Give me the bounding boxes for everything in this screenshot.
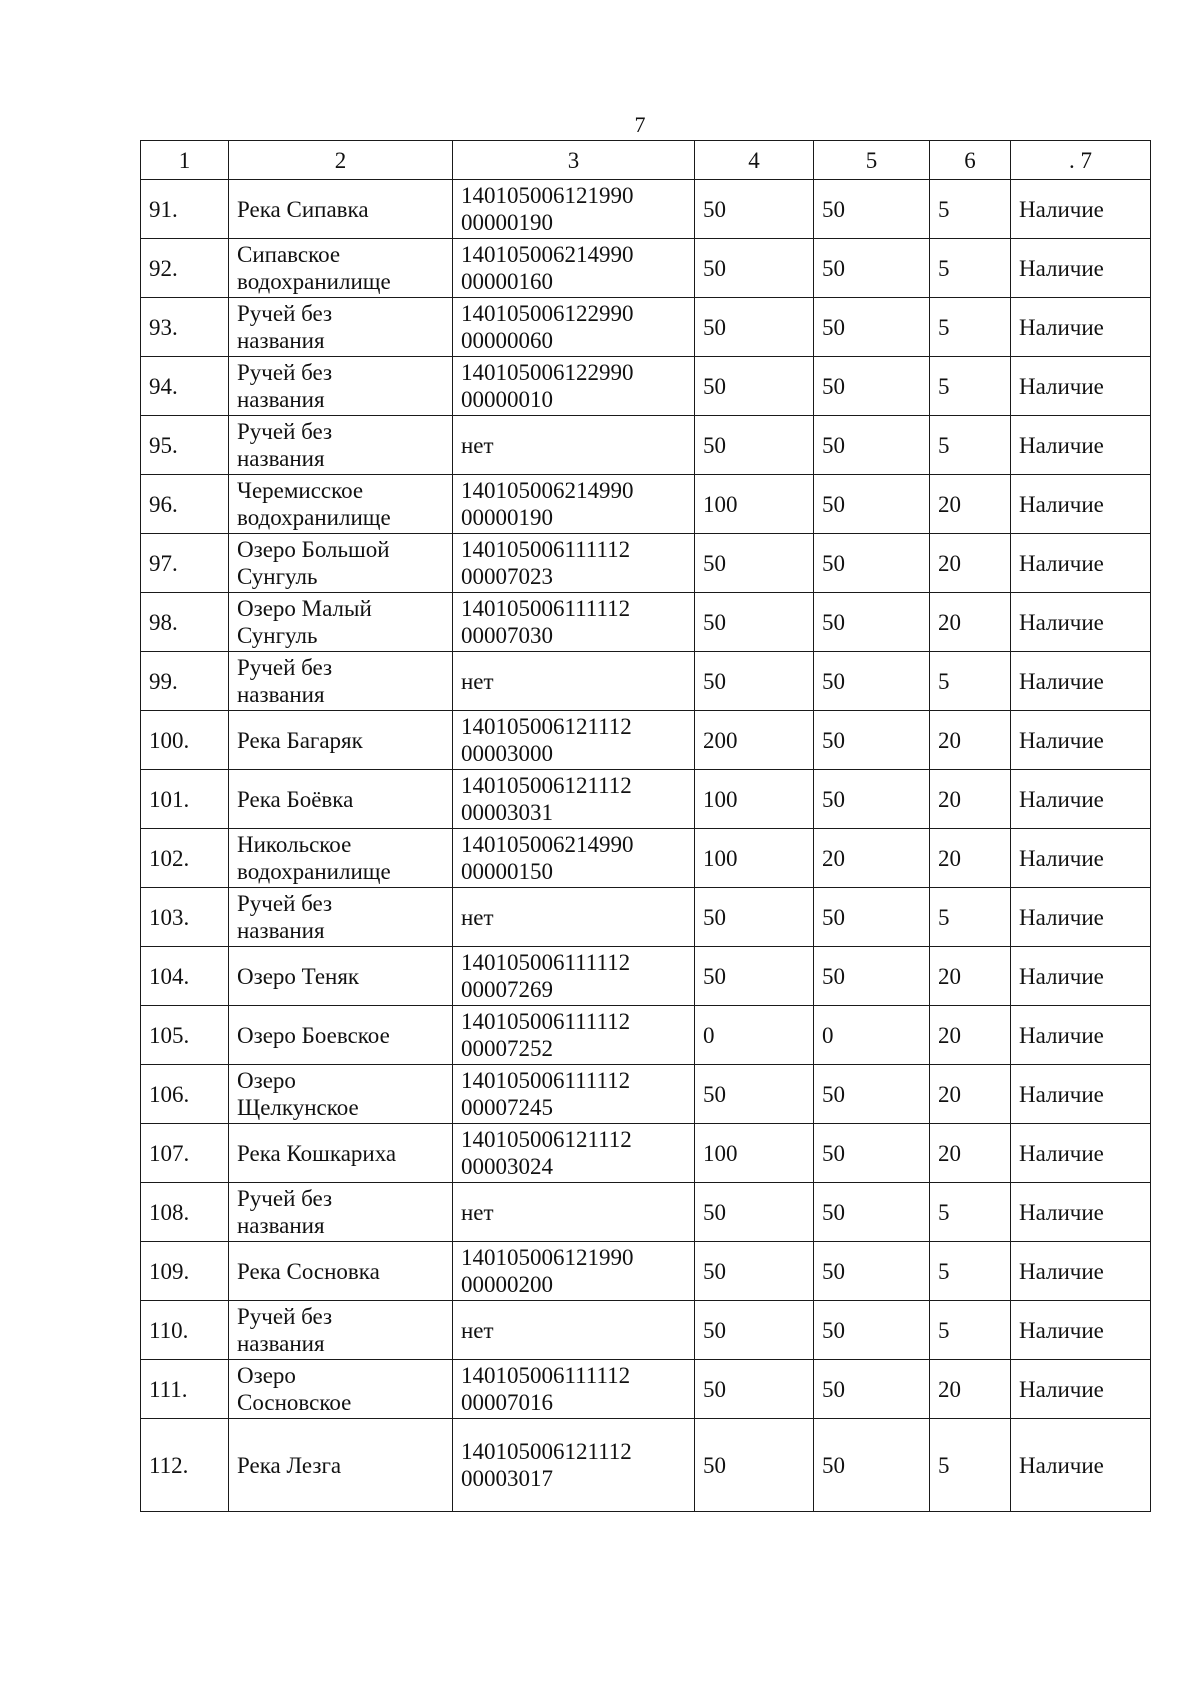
column-6-value-cell: 20: [930, 1360, 1011, 1419]
column-5-value-cell: 20: [814, 829, 930, 888]
water-body-name-cell: Река Сипавка: [229, 180, 453, 239]
row-number-cell: 93.: [141, 298, 229, 357]
row-number-cell: 94.: [141, 357, 229, 416]
column-5-value-cell: 50: [814, 1124, 930, 1183]
water-body-name-cell: Ручей без названия: [229, 888, 453, 947]
row-number-cell: 97.: [141, 534, 229, 593]
water-bodies-table: [140, 140, 1151, 1512]
table-row: [141, 239, 1151, 298]
table-row: [141, 475, 1151, 534]
row-number-cell: 104.: [141, 947, 229, 1006]
row-number-cell: 102.: [141, 829, 229, 888]
registry-code-cell: 140105006111112 00007252: [453, 1006, 695, 1065]
water-body-name-cell: Озеро Сосновское: [229, 1360, 453, 1419]
water-body-name-cell: Ручей без названия: [229, 652, 453, 711]
registry-code-cell: 140105006121112 00003024: [453, 1124, 695, 1183]
table-row: [141, 180, 1151, 239]
table-row: [141, 770, 1151, 829]
status-cell: Наличие: [1011, 239, 1151, 298]
column-header: 1: [141, 141, 229, 180]
column-5-value-cell: 50: [814, 1183, 930, 1242]
row-number-cell: 103.: [141, 888, 229, 947]
column-header: 4: [695, 141, 814, 180]
water-body-name-cell: Сипавское водохранилище: [229, 239, 453, 298]
status-cell: Наличие: [1011, 1419, 1151, 1512]
table-row: [141, 1006, 1151, 1065]
status-cell: Наличие: [1011, 357, 1151, 416]
registry-code-cell: нет: [453, 416, 695, 475]
water-body-name-cell: Река Боёвка: [229, 770, 453, 829]
water-body-name-cell: Река Кошкариха: [229, 1124, 453, 1183]
column-5-value-cell: 50: [814, 534, 930, 593]
column-4-value-cell: 50: [695, 1242, 814, 1301]
column-5-value-cell: 50: [814, 888, 930, 947]
water-body-name-cell: Озеро Теняк: [229, 947, 453, 1006]
column-header: 3: [453, 141, 695, 180]
column-6-value-cell: 5: [930, 652, 1011, 711]
column-5-value-cell: 50: [814, 1419, 930, 1512]
row-number-cell: 108.: [141, 1183, 229, 1242]
column-4-value-cell: 100: [695, 475, 814, 534]
water-body-name-cell: Ручей без названия: [229, 357, 453, 416]
registry-code-cell: 140105006122990 00000060: [453, 298, 695, 357]
column-5-value-cell: 50: [814, 593, 930, 652]
column-6-value-cell: 5: [930, 1183, 1011, 1242]
row-number-cell: 109.: [141, 1242, 229, 1301]
status-cell: Наличие: [1011, 1065, 1151, 1124]
table-row: [141, 1124, 1151, 1183]
column-4-value-cell: 100: [695, 1124, 814, 1183]
status-cell: Наличие: [1011, 1242, 1151, 1301]
registry-code-cell: нет: [453, 652, 695, 711]
column-6-value-cell: 20: [930, 711, 1011, 770]
water-body-name-cell: Река Сосновка: [229, 1242, 453, 1301]
status-cell: Наличие: [1011, 888, 1151, 947]
table-row: [141, 357, 1151, 416]
table-row: [141, 1242, 1151, 1301]
water-body-name-cell: Ручей без названия: [229, 298, 453, 357]
column-6-value-cell: 5: [930, 180, 1011, 239]
water-body-name-cell: Никольское водохранилище: [229, 829, 453, 888]
column-4-value-cell: 50: [695, 1360, 814, 1419]
column-header: 2: [229, 141, 453, 180]
row-number-cell: 96.: [141, 475, 229, 534]
row-number-cell: 110.: [141, 1301, 229, 1360]
row-number-cell: 99.: [141, 652, 229, 711]
column-6-value-cell: 5: [930, 1419, 1011, 1512]
registry-code-cell: 140105006121990 00000190: [453, 180, 695, 239]
water-body-name-cell: Озеро Малый Сунгуль: [229, 593, 453, 652]
column-5-value-cell: 50: [814, 1301, 930, 1360]
table-row: [141, 711, 1151, 770]
row-number-cell: 107.: [141, 1124, 229, 1183]
water-body-name-cell: Ручей без названия: [229, 416, 453, 475]
status-cell: Наличие: [1011, 534, 1151, 593]
column-6-value-cell: 5: [930, 239, 1011, 298]
row-number-cell: 98.: [141, 593, 229, 652]
column-5-value-cell: 50: [814, 652, 930, 711]
column-5-value-cell: 50: [814, 357, 930, 416]
column-header: 5: [814, 141, 930, 180]
column-6-value-cell: 20: [930, 1065, 1011, 1124]
water-body-name-cell: Река Багаряк: [229, 711, 453, 770]
row-number-cell: 111.: [141, 1360, 229, 1419]
water-body-name-cell: Озеро Боевское: [229, 1006, 453, 1065]
column-6-value-cell: 20: [930, 829, 1011, 888]
row-number-cell: 112.: [141, 1419, 229, 1512]
column-4-value-cell: 50: [695, 239, 814, 298]
column-4-value-cell: 50: [695, 1419, 814, 1512]
column-6-value-cell: 20: [930, 947, 1011, 1006]
table-row: [141, 534, 1151, 593]
row-number-cell: 100.: [141, 711, 229, 770]
row-number-cell: 106.: [141, 1065, 229, 1124]
column-4-value-cell: 50: [695, 416, 814, 475]
column-header: 6: [930, 141, 1011, 180]
status-cell: Наличие: [1011, 416, 1151, 475]
status-cell: Наличие: [1011, 1006, 1151, 1065]
registry-code-cell: 140105006214990 00000160: [453, 239, 695, 298]
water-body-name-cell: Ручей без названия: [229, 1301, 453, 1360]
column-6-value-cell: 20: [930, 770, 1011, 829]
column-4-value-cell: 100: [695, 829, 814, 888]
registry-code-cell: 140105006111112 00007245: [453, 1065, 695, 1124]
column-5-value-cell: 50: [814, 770, 930, 829]
status-cell: Наличие: [1011, 770, 1151, 829]
column-4-value-cell: 50: [695, 298, 814, 357]
table-row: [141, 1183, 1151, 1242]
column-4-value-cell: 50: [695, 947, 814, 1006]
table-row: [141, 1301, 1151, 1360]
column-4-value-cell: 50: [695, 1183, 814, 1242]
status-cell: Наличие: [1011, 947, 1151, 1006]
status-cell: Наличие: [1011, 593, 1151, 652]
table-header-row: [141, 141, 1151, 180]
water-body-name-cell: Озеро Щелкунское: [229, 1065, 453, 1124]
column-4-value-cell: 50: [695, 357, 814, 416]
registry-code-cell: 140105006121112 00003031: [453, 770, 695, 829]
status-cell: Наличие: [1011, 298, 1151, 357]
row-number-cell: 92.: [141, 239, 229, 298]
table-row: [141, 947, 1151, 1006]
table-row: [141, 652, 1151, 711]
column-4-value-cell: 50: [695, 593, 814, 652]
column-5-value-cell: 0: [814, 1006, 930, 1065]
column-6-value-cell: 5: [930, 1242, 1011, 1301]
status-cell: Наличие: [1011, 1124, 1151, 1183]
row-number-cell: 105.: [141, 1006, 229, 1065]
water-body-name-cell: Черемисское водохранилище: [229, 475, 453, 534]
registry-code-cell: 140105006121990 00000200: [453, 1242, 695, 1301]
column-6-value-cell: 5: [930, 298, 1011, 357]
registry-code-cell: 140105006214990 00000190: [453, 475, 695, 534]
status-cell: Наличие: [1011, 180, 1151, 239]
status-cell: Наличие: [1011, 711, 1151, 770]
table-row: [141, 416, 1151, 475]
row-number-cell: 91.: [141, 180, 229, 239]
column-5-value-cell: 50: [814, 711, 930, 770]
registry-code-cell: нет: [453, 888, 695, 947]
column-6-value-cell: 20: [930, 534, 1011, 593]
column-5-value-cell: 50: [814, 947, 930, 1006]
status-cell: Наличие: [1011, 1301, 1151, 1360]
table-row: [141, 829, 1151, 888]
column-5-value-cell: 50: [814, 239, 930, 298]
column-4-value-cell: 100: [695, 770, 814, 829]
status-cell: Наличие: [1011, 475, 1151, 534]
water-body-name-cell: Ручей без названия: [229, 1183, 453, 1242]
status-cell: Наличие: [1011, 652, 1151, 711]
table-row: [141, 1360, 1151, 1419]
column-4-value-cell: 50: [695, 888, 814, 947]
registry-code-cell: 140105006111112 00007030: [453, 593, 695, 652]
registry-code-cell: 140105006121112 00003017: [453, 1419, 695, 1512]
registry-code-cell: 140105006111112 00007016: [453, 1360, 695, 1419]
column-4-value-cell: 50: [695, 1301, 814, 1360]
column-4-value-cell: 50: [695, 180, 814, 239]
water-body-name-cell: Озеро Большой Сунгуль: [229, 534, 453, 593]
status-cell: Наличие: [1011, 1360, 1151, 1419]
status-cell: Наличие: [1011, 829, 1151, 888]
table-row: [141, 593, 1151, 652]
registry-code-cell: 140105006121112 00003000: [453, 711, 695, 770]
table-row: [141, 1419, 1151, 1512]
table-row: [141, 1065, 1151, 1124]
row-number-cell: 95.: [141, 416, 229, 475]
column-4-value-cell: 50: [695, 1065, 814, 1124]
column-4-value-cell: 0: [695, 1006, 814, 1065]
page-number: 7: [634, 112, 646, 137]
column-5-value-cell: 50: [814, 180, 930, 239]
column-4-value-cell: 50: [695, 534, 814, 593]
column-6-value-cell: 20: [930, 475, 1011, 534]
column-6-value-cell: 5: [930, 357, 1011, 416]
column-header: . 7: [1011, 141, 1151, 180]
column-5-value-cell: 50: [814, 1065, 930, 1124]
registry-code-cell: нет: [453, 1183, 695, 1242]
column-6-value-cell: 5: [930, 416, 1011, 475]
column-6-value-cell: 20: [930, 1124, 1011, 1183]
column-5-value-cell: 50: [814, 298, 930, 357]
registry-code-cell: 140105006111112 00007269: [453, 947, 695, 1006]
column-4-value-cell: 200: [695, 711, 814, 770]
registry-code-cell: нет: [453, 1301, 695, 1360]
column-5-value-cell: 50: [814, 416, 930, 475]
registry-code-cell: 140105006122990 00000010: [453, 357, 695, 416]
table-row: [141, 888, 1151, 947]
column-6-value-cell: 5: [930, 1301, 1011, 1360]
column-4-value-cell: 50: [695, 652, 814, 711]
column-5-value-cell: 50: [814, 475, 930, 534]
status-cell: Наличие: [1011, 1183, 1151, 1242]
row-number-cell: 101.: [141, 770, 229, 829]
column-6-value-cell: 5: [930, 888, 1011, 947]
registry-code-cell: 140105006111112 00007023: [453, 534, 695, 593]
water-body-name-cell: Река Лезга: [229, 1419, 453, 1512]
column-6-value-cell: 20: [930, 1006, 1011, 1065]
column-5-value-cell: 50: [814, 1242, 930, 1301]
column-5-value-cell: 50: [814, 1360, 930, 1419]
column-6-value-cell: 20: [930, 593, 1011, 652]
table-row: [141, 298, 1151, 357]
table-body: [141, 180, 1151, 1512]
registry-code-cell: 140105006214990 00000150: [453, 829, 695, 888]
